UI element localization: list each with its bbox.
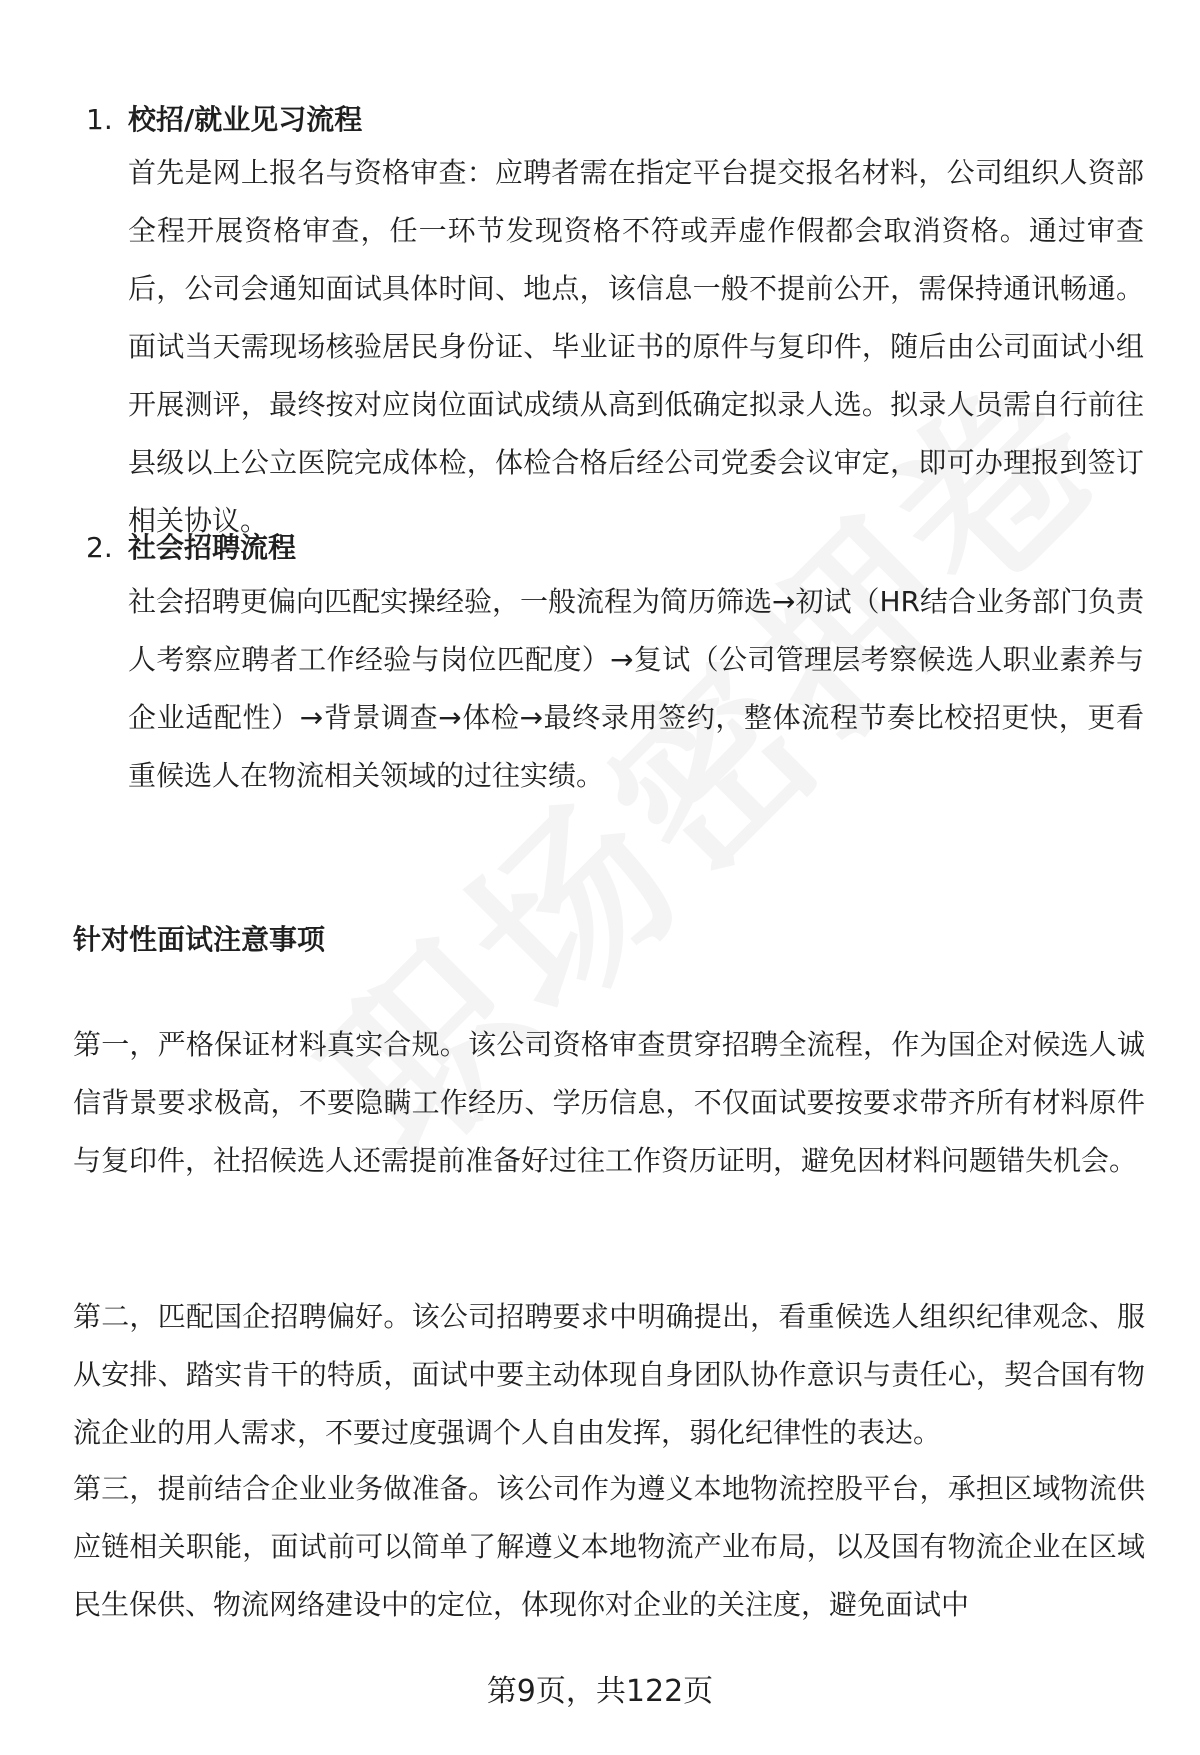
list-item-body: 首先是网上报名与资格审查：应聘者需在指定平台提交报名材料，公司组织人资部全程开展资格审查，任一环节发现资格不符或弄虚作假都会取消资格。通过审查后，公司会通知面试具体时间、地点，该信息一般不提前公开，需保持通讯畅通。面试当天需现场核验居民身份证、毕业证书的原件与复印件，随后由公司面试小组开展测评，最终按对应岗位面试成绩从高到低确定拟录人选。拟录人员需自行前往县级以上公立医院完成体检，体检合格后经公司党委会议审定，即可办理报到签订相关协议。 (128, 156, 1144, 537)
paragraph: 第二，匹配国企招聘偏好。该公司招聘要求中明确提出，看重候选人组织纪律观念、服从安排、踏实肯干的特质，面试中要主动体现自身团队协作意识与责任心，契合国有物流企业的用人需求，不要过度强调个人自由发挥，弱化纪律性的表达。 (73, 1300, 1145, 1449)
page-number-footer: 第9页，共122页 (486, 1674, 714, 1709)
section-title: 针对性面试注意事项 (73, 923, 326, 956)
list-item-title: 校招/就业见习流程 (128, 103, 363, 136)
list-number: 2. (86, 531, 113, 564)
paragraph: 第一，严格保证材料真实合规。该公司资格审查贯穿招聘全流程，作为国企对候选人诚信背景要求极高，不要隐瞒工作经历、学历信息，不仅面试要按要求带齐所有材料原件与复印件，社招候选人还需提前准备好过往工作资历证明，避免因材料问题错失机会。 (73, 1028, 1145, 1177)
list-number: 1. (86, 103, 113, 136)
list-item-body: 社会招聘更偏向匹配实操经验，一般流程为简历筛选→初试（HR结合业务部门负责人考察应聘者工作经验与岗位匹配度）→复试（公司管理层考察候选人职业素养与企业适配性）→背景调查→体检→最终录用签约，整体流程节奏比校招更快，更看重候选人在物流相关领域的过往实绩。 (128, 585, 1144, 792)
paragraph: 第三，提前结合企业业务做准备。该公司作为遵义本地物流控股平台，承担区域物流供应链相关职能，面试前可以简单了解遵义本地物流产业布局，以及国有物流企业在区域民生保供、物流网络建设中的定位，体现你对企业的关注度，避免面试中 (73, 1472, 1145, 1621)
list-item-title: 社会招聘流程 (128, 531, 297, 564)
